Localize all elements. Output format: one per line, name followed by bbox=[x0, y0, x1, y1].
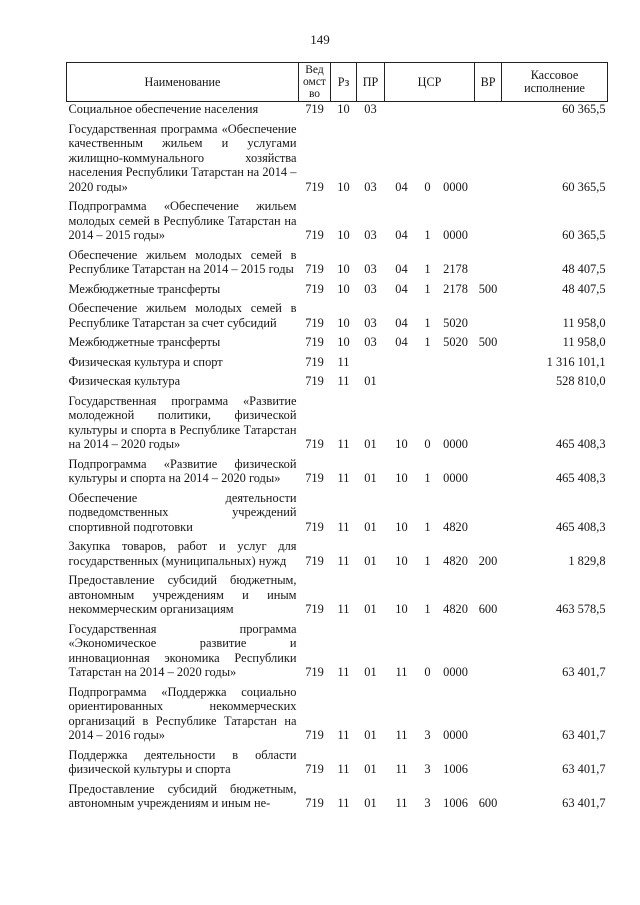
row-csr-subprogram: 1 bbox=[424, 335, 431, 349]
row-pr: 01 bbox=[364, 437, 377, 451]
row-csr-program: 10 bbox=[395, 553, 408, 568]
row-amount: 63 401,7 bbox=[562, 728, 606, 742]
row-rz: 10 bbox=[337, 102, 350, 116]
row-vr: 500 bbox=[478, 335, 498, 349]
row-pr: 01 bbox=[364, 728, 377, 742]
row-csr-code bbox=[437, 102, 475, 120]
table-row bbox=[67, 246, 608, 280]
row-amount: 63 401,7 bbox=[562, 665, 606, 679]
row-amount: 528 810,0 bbox=[555, 374, 606, 388]
row-ved: 719 bbox=[305, 228, 324, 242]
row-rz: 11 bbox=[337, 471, 350, 485]
row-name: Закупка товаров, работ и услуг для государственных (муниципальных) нужд bbox=[68, 539, 297, 568]
row-csr-subprogram: 0 bbox=[424, 179, 431, 194]
row-csr-code: 0000 bbox=[443, 665, 468, 679]
table-row bbox=[67, 455, 608, 489]
row-vr bbox=[475, 246, 502, 280]
row-csr-subprogram bbox=[419, 102, 437, 120]
row-csr-code: 1006 bbox=[443, 762, 468, 776]
row-amount: 60 365,5 bbox=[562, 102, 606, 116]
row-csr-code bbox=[437, 372, 475, 392]
row-vr bbox=[475, 489, 502, 538]
row-csr-code: 0000 bbox=[443, 228, 468, 242]
row-name: Государственная программа «Экономическое развитие и инновационная экономика Республики Татарстан на 2014 – 2020 годы» bbox=[68, 621, 297, 679]
row-rz: 11 bbox=[337, 796, 350, 810]
row-ved: 719 bbox=[305, 471, 324, 485]
row-csr-subprogram: 1 bbox=[424, 228, 431, 242]
row-csr-code: 0000 bbox=[443, 179, 468, 194]
row-csr-code: 5020 bbox=[443, 315, 468, 330]
row-ved: 719 bbox=[305, 602, 324, 616]
row-name: Поддержка деятельности в области физической культуры и спорта bbox=[68, 747, 297, 776]
row-amount: 465 408,3 bbox=[555, 519, 606, 534]
row-ved: 719 bbox=[305, 762, 324, 776]
row-csr-program: 04 bbox=[395, 335, 408, 349]
row-amount: 63 401,7 bbox=[562, 796, 606, 810]
row-vr bbox=[475, 299, 502, 333]
row-csr-code: 4820 bbox=[443, 602, 468, 616]
row-amount: 60 365,5 bbox=[562, 179, 606, 194]
row-vr: 600 bbox=[478, 796, 498, 810]
row-amount: 11 958,0 bbox=[562, 335, 606, 349]
row-vr bbox=[475, 120, 502, 198]
row-csr-subprogram: 1 bbox=[424, 281, 431, 296]
row-amount: 1 316 101,1 bbox=[546, 354, 606, 369]
row-amount: 60 365,5 bbox=[562, 228, 606, 242]
row-name: Предоставление субсидий бюджетным, автономным учреждениям и иным некоммерческим организациям bbox=[68, 573, 297, 616]
row-csr-subprogram: 1 bbox=[424, 471, 431, 485]
row-name: Предоставление субсидий бюджетным, автономным учреждениям и иным не- bbox=[68, 781, 297, 810]
row-name: Подпрограмма «Развитие физической культуры и спорта на 2014 – 2020 годы» bbox=[68, 456, 297, 485]
row-csr-program: 10 bbox=[395, 471, 408, 485]
row-amount: 48 407,5 bbox=[562, 262, 606, 276]
table-row bbox=[67, 780, 608, 814]
row-rz: 10 bbox=[337, 179, 350, 194]
table-row bbox=[67, 392, 608, 455]
row-csr-program bbox=[385, 353, 419, 373]
table-row bbox=[67, 197, 608, 246]
row-csr-subprogram: 3 bbox=[424, 796, 431, 810]
header-amount: Кассовое исполнение bbox=[502, 63, 608, 102]
row-rz: 11 bbox=[337, 354, 350, 369]
table-row bbox=[67, 372, 608, 392]
row-name: Обеспечение жильем молодых семей в Республике Татарстан за счет субсидий bbox=[68, 301, 297, 330]
table-row bbox=[67, 571, 608, 620]
table-row bbox=[67, 299, 608, 333]
row-csr-program: 04 bbox=[395, 281, 408, 296]
row-vr bbox=[475, 197, 502, 246]
row-csr-subprogram: 1 bbox=[424, 262, 431, 276]
row-csr-subprogram: 3 bbox=[424, 728, 431, 742]
row-pr: 01 bbox=[364, 553, 377, 568]
row-name: Подпрограмма «Поддержка социально ориентированных некоммерческих организаций в Республике Татарстан на 2014 – 2016 годы» bbox=[68, 684, 297, 742]
row-name: Подпрограмма «Обеспечение жильем молодых семей в Республике Татарстан на 2014 – 2015 годы» bbox=[68, 199, 297, 242]
row-amount: 11 958,0 bbox=[562, 315, 606, 330]
header-pr: ПР bbox=[357, 63, 385, 102]
row-pr: 01 bbox=[364, 602, 377, 616]
row-csr-program: 11 bbox=[395, 665, 408, 679]
row-csr-code: 4820 bbox=[443, 553, 468, 568]
row-amount: 465 408,3 bbox=[555, 437, 606, 451]
row-pr: 03 bbox=[364, 179, 377, 194]
header-vr: ВР bbox=[475, 63, 502, 102]
row-pr: 01 bbox=[364, 796, 377, 810]
row-amount: 465 408,3 bbox=[555, 471, 606, 485]
row-csr-subprogram bbox=[419, 372, 437, 392]
row-csr-program: 11 bbox=[395, 796, 408, 810]
row-pr bbox=[357, 353, 385, 373]
row-pr: 03 bbox=[364, 335, 377, 349]
table-row bbox=[67, 537, 608, 571]
row-rz: 10 bbox=[337, 228, 350, 242]
table-row bbox=[67, 620, 608, 683]
table-row bbox=[67, 120, 608, 198]
row-csr-program bbox=[385, 102, 419, 120]
row-rz: 10 bbox=[337, 315, 350, 330]
table-row bbox=[67, 353, 608, 373]
row-csr-code: 2178 bbox=[443, 281, 468, 296]
row-vr bbox=[475, 392, 502, 455]
row-csr-program: 10 bbox=[395, 602, 408, 616]
row-csr-subprogram: 0 bbox=[424, 437, 431, 451]
row-ved: 719 bbox=[305, 519, 324, 534]
row-csr-program: 10 bbox=[395, 437, 408, 451]
row-name: Межбюджетные трансферты bbox=[68, 281, 221, 296]
row-pr: 03 bbox=[364, 262, 377, 276]
row-vr bbox=[475, 455, 502, 489]
table-row bbox=[67, 683, 608, 746]
row-vr: 200 bbox=[478, 553, 498, 568]
table-row bbox=[67, 333, 608, 353]
row-rz: 10 bbox=[337, 281, 350, 296]
row-ved: 719 bbox=[305, 179, 324, 194]
table-row bbox=[67, 102, 608, 120]
table-row bbox=[67, 489, 608, 538]
page-number: 149 bbox=[310, 32, 330, 47]
table-row bbox=[67, 746, 608, 780]
row-pr: 01 bbox=[364, 519, 377, 534]
row-csr-code: 0000 bbox=[443, 728, 468, 742]
row-vr bbox=[475, 620, 502, 683]
row-rz: 11 bbox=[337, 437, 350, 451]
row-rz: 11 bbox=[337, 728, 350, 742]
row-amount: 63 401,7 bbox=[562, 762, 606, 776]
row-pr: 01 bbox=[364, 665, 377, 679]
row-vr: 600 bbox=[478, 602, 498, 616]
row-name: Социальное обеспечение населения bbox=[68, 102, 259, 116]
row-amount: 463 578,5 bbox=[555, 602, 606, 616]
row-csr-program: 11 bbox=[395, 728, 408, 742]
row-csr-program: 11 bbox=[395, 762, 408, 776]
row-csr-subprogram: 1 bbox=[424, 519, 431, 534]
row-name: Обеспечение деятельности подведомственных учреждений спортивной подготовки bbox=[68, 490, 297, 534]
row-pr: 01 bbox=[364, 374, 377, 388]
row-pr: 03 bbox=[364, 102, 377, 116]
row-csr-program: 04 bbox=[395, 315, 408, 330]
row-csr-subprogram: 1 bbox=[424, 602, 431, 616]
row-rz: 10 bbox=[337, 262, 350, 276]
row-ved: 719 bbox=[305, 374, 324, 388]
row-csr-program: 04 bbox=[395, 262, 408, 276]
row-amount: 1 829,8 bbox=[568, 553, 606, 568]
row-ved: 719 bbox=[305, 335, 324, 349]
row-ved: 719 bbox=[305, 102, 324, 116]
row-csr-program bbox=[385, 372, 419, 392]
row-csr-program: 10 bbox=[395, 519, 408, 534]
row-csr-subprogram: 1 bbox=[424, 315, 431, 330]
header-rz: Рз bbox=[331, 63, 357, 102]
row-csr-subprogram: 0 bbox=[424, 665, 431, 679]
header-csr: ЦСР bbox=[385, 63, 475, 102]
row-pr: 01 bbox=[364, 471, 377, 485]
row-name: Физическая культура и спорт bbox=[68, 354, 223, 369]
row-csr-code: 1006 bbox=[443, 796, 468, 810]
row-csr-subprogram: 1 bbox=[424, 553, 431, 568]
row-pr: 01 bbox=[364, 762, 377, 776]
row-ved: 719 bbox=[305, 665, 324, 679]
row-csr-program: 04 bbox=[395, 228, 408, 242]
row-ved: 719 bbox=[305, 262, 324, 276]
row-ved: 719 bbox=[305, 281, 324, 296]
row-name: Государственная программа «Обеспечение качественным жильем и услугами жилищно-коммунального хозяйства населения Республики Татарстан на 2014 – 2020 годы» bbox=[68, 121, 297, 194]
row-csr-program: 04 bbox=[395, 179, 408, 194]
row-csr-subprogram bbox=[419, 353, 437, 373]
row-vr bbox=[475, 746, 502, 780]
row-rz: 11 bbox=[337, 665, 350, 679]
row-amount: 48 407,5 bbox=[562, 281, 606, 296]
row-rz: 11 bbox=[337, 762, 350, 776]
row-vr bbox=[475, 372, 502, 392]
row-rz: 10 bbox=[337, 335, 350, 349]
row-name: Обеспечение жильем молодых семей в Республике Татарстан на 2014 – 2015 годы bbox=[68, 247, 297, 276]
row-rz: 11 bbox=[337, 553, 350, 568]
row-pr: 03 bbox=[364, 281, 377, 296]
row-csr-code bbox=[437, 353, 475, 373]
row-name: Физическая культура bbox=[68, 374, 181, 388]
row-ved: 719 bbox=[305, 796, 324, 810]
row-pr: 03 bbox=[364, 228, 377, 242]
row-name: Межбюджетные трансферты bbox=[68, 335, 221, 349]
row-name: Государственная программа «Развитие молодежной политики, физической культуры и спорта в Республике Татарстан на 2014 – 2020 годы» bbox=[68, 393, 297, 451]
row-ved: 719 bbox=[305, 553, 324, 568]
row-csr-code: 4820 bbox=[443, 519, 468, 534]
row-ved: 719 bbox=[305, 437, 324, 451]
row-vr bbox=[475, 102, 502, 120]
row-pr: 03 bbox=[364, 315, 377, 330]
row-csr-code: 0000 bbox=[443, 437, 468, 451]
row-csr-code: 2178 bbox=[443, 262, 468, 276]
row-rz: 11 bbox=[337, 519, 350, 534]
row-rz: 11 bbox=[337, 602, 350, 616]
table-row bbox=[67, 280, 608, 300]
row-ved: 719 bbox=[305, 728, 324, 742]
header-name: Наименование bbox=[67, 63, 299, 102]
header-ved: Ведомство bbox=[299, 63, 331, 102]
row-vr bbox=[475, 683, 502, 746]
row-ved: 719 bbox=[305, 315, 324, 330]
row-csr-subprogram: 3 bbox=[424, 762, 431, 776]
row-csr-code: 5020 bbox=[443, 335, 468, 349]
row-rz: 11 bbox=[337, 374, 350, 388]
row-vr bbox=[475, 353, 502, 373]
table-header-row bbox=[67, 63, 608, 102]
budget-table bbox=[66, 62, 608, 814]
row-ved: 719 bbox=[305, 354, 324, 369]
row-vr: 500 bbox=[478, 281, 498, 296]
row-csr-code: 0000 bbox=[443, 471, 468, 485]
